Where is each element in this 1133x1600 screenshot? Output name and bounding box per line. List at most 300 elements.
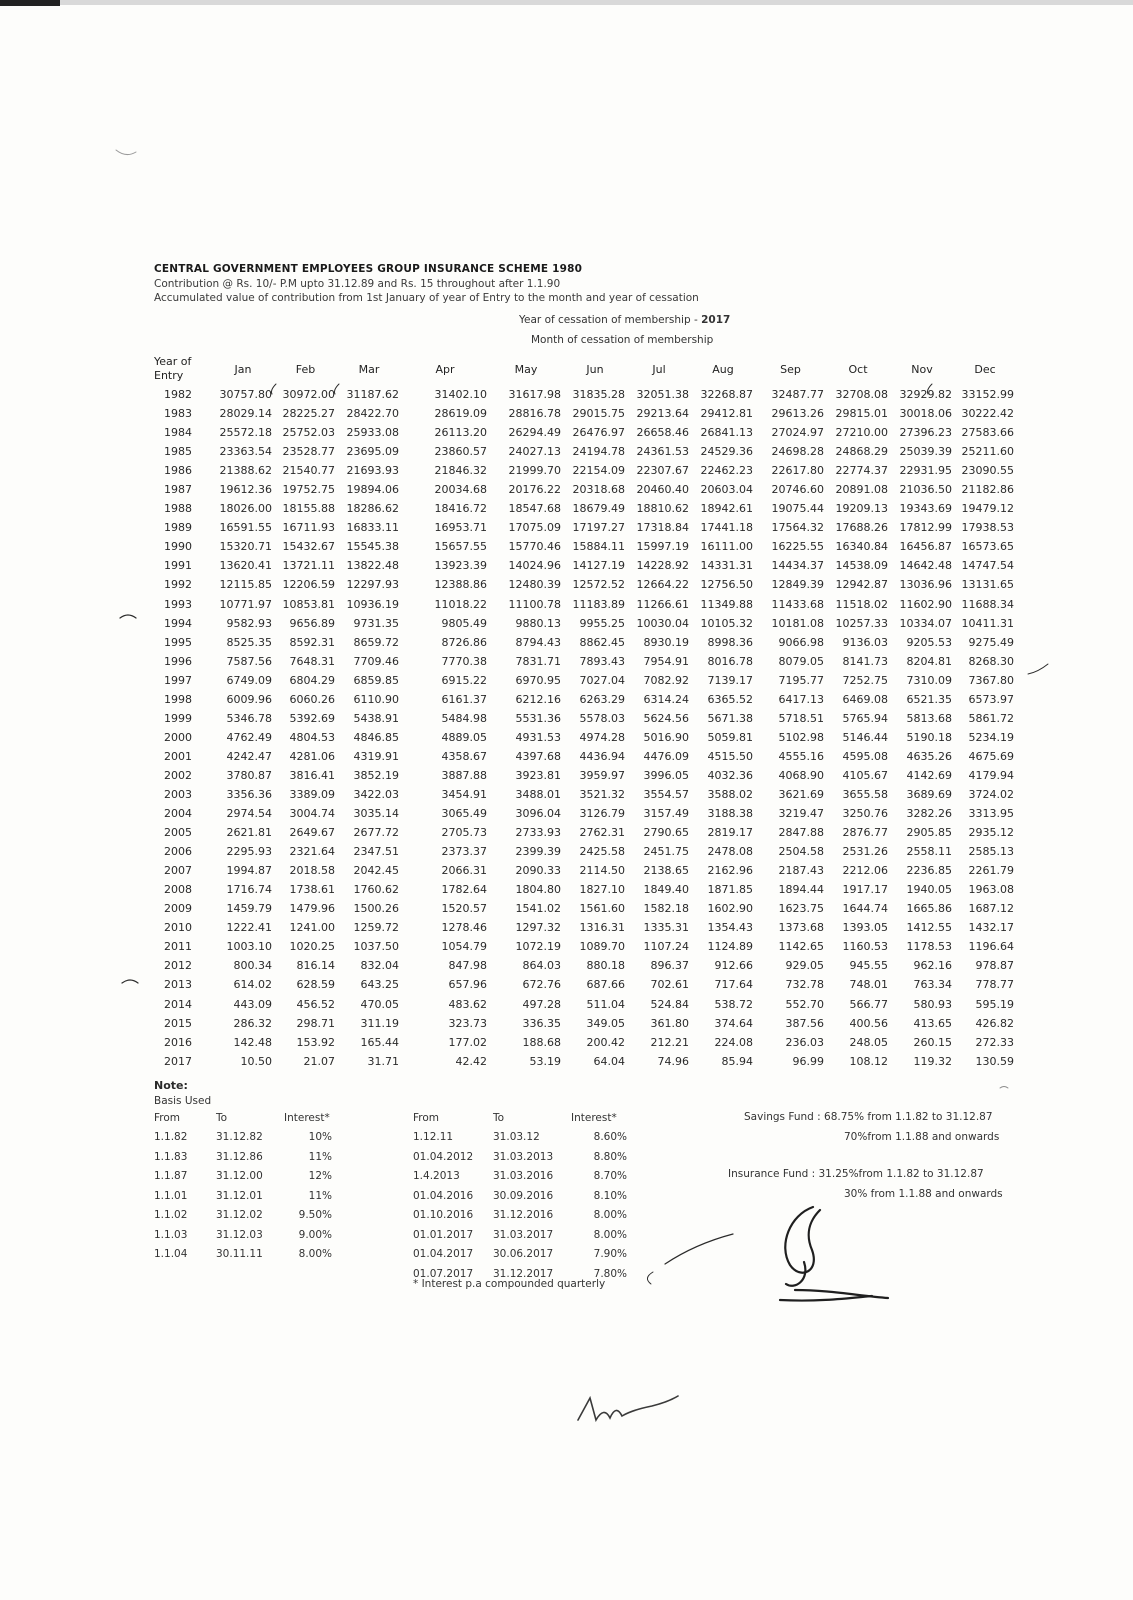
- value-cell: 12297.93: [346, 578, 399, 592]
- value-cell: 3959.97: [579, 768, 625, 782]
- value-cell: 1644.74: [842, 902, 888, 916]
- value-cell: 929.05: [785, 959, 824, 973]
- value-cell: 16340.84: [835, 540, 888, 554]
- document-title: CENTRAL GOVERNMENT EMPLOYEES GROUP INSURANCE SCHEME 1980: [154, 263, 583, 275]
- value-cell: 2261.79: [968, 864, 1014, 878]
- value-cell: 2425.58: [579, 845, 625, 859]
- value-cell: 7893.43: [579, 654, 625, 668]
- value-cell: 4068.90: [778, 768, 824, 782]
- entry-year-cell: 2011: [164, 940, 192, 954]
- value-cell: 6859.85: [353, 673, 399, 687]
- value-cell: 13923.39: [434, 559, 487, 573]
- value-cell: 24868.29: [835, 445, 888, 459]
- value-cell: 12206.59: [282, 578, 335, 592]
- value-cell: 497.28: [522, 997, 561, 1011]
- value-cell: 4142.69: [906, 768, 952, 782]
- value-cell: 1738.61: [289, 883, 335, 897]
- value-cell: 10936.19: [346, 597, 399, 611]
- value-cell: 1297.32: [515, 921, 561, 935]
- value-cell: 1354.43: [707, 921, 753, 935]
- value-cell: 1393.05: [842, 921, 888, 935]
- value-cell: 426.82: [975, 1016, 1014, 1030]
- value-cell: 11100.78: [508, 597, 561, 611]
- value-cell: 5861.72: [968, 711, 1014, 725]
- interest-rate-cell: 9.50%: [298, 1209, 332, 1222]
- interest-rate-cell: 8.70%: [593, 1170, 627, 1183]
- value-cell: 1623.75: [778, 902, 824, 916]
- value-cell: 28619.09: [434, 407, 487, 421]
- scan-speck: [116, 150, 136, 155]
- value-cell: 1160.53: [842, 940, 888, 954]
- value-cell: 7367.80: [968, 673, 1014, 687]
- entry-year-cell: 2012: [164, 959, 192, 973]
- value-cell: 6060.26: [289, 692, 335, 706]
- value-cell: 6970.95: [515, 673, 561, 687]
- value-cell: 224.08: [714, 1035, 753, 1049]
- value-cell: 2295.93: [226, 845, 272, 859]
- value-cell: 2905.85: [906, 826, 952, 840]
- to-date-cell: 31.12.01: [216, 1189, 263, 1202]
- to-date-cell: 31.12.2016: [493, 1209, 554, 1222]
- value-cell: 1124.89: [707, 940, 753, 954]
- value-cell: 4974.28: [579, 730, 625, 744]
- value-cell: 5146.44: [842, 730, 888, 744]
- value-cell: 1541.02: [515, 902, 561, 916]
- value-cell: 11688.34: [961, 597, 1014, 611]
- value-cell: 2974.54: [226, 807, 272, 821]
- value-cell: 260.15: [913, 1035, 952, 1049]
- value-cell: 10105.32: [700, 616, 753, 630]
- from-date-cell: 1.4.2013: [413, 1170, 460, 1183]
- value-cell: 25039.39: [899, 445, 952, 459]
- value-cell: 1849.40: [643, 883, 689, 897]
- value-cell: 11518.02: [835, 597, 888, 611]
- value-cell: 18810.62: [636, 502, 689, 516]
- value-cell: 30972.00: [282, 388, 335, 402]
- value-cell: 2649.67: [289, 826, 335, 840]
- value-cell: 2138.65: [643, 864, 689, 878]
- value-cell: 20891.08: [835, 483, 888, 497]
- value-cell: 53.19: [529, 1054, 561, 1068]
- insurance-fund-line1: Insurance Fund : 31.25%from 1.1.82 to 31.12.87: [728, 1168, 984, 1180]
- interest-rate-cell: 8.00%: [593, 1228, 627, 1241]
- value-cell: 16953.71: [434, 521, 487, 535]
- value-cell: 5624.56: [643, 711, 689, 725]
- to-header: To: [216, 1111, 228, 1124]
- value-cell: 26294.49: [508, 426, 561, 440]
- value-cell: 10257.33: [835, 616, 888, 630]
- value-cell: 4179.94: [968, 768, 1014, 782]
- value-cell: 361.80: [650, 1016, 689, 1030]
- contribution-line: Contribution @ Rs. 10/- P.M upto 31.12.89 and Rs. 15 throughout after 1.1.90: [154, 278, 561, 290]
- value-cell: 2114.50: [579, 864, 625, 878]
- value-cell: 1003.10: [226, 940, 272, 954]
- value-cell: 9136.03: [842, 635, 888, 649]
- value-cell: 26476.97: [572, 426, 625, 440]
- value-cell: 6469.08: [842, 692, 888, 706]
- value-cell: 18547.68: [508, 502, 561, 516]
- value-cell: 5190.18: [906, 730, 952, 744]
- value-cell: 5234.19: [968, 730, 1014, 744]
- value-cell: 12849.39: [771, 578, 824, 592]
- value-cell: 6314.24: [643, 692, 689, 706]
- value-cell: 614.02: [233, 978, 272, 992]
- entry-year-cell: 1998: [164, 692, 192, 706]
- value-cell: 5813.68: [906, 711, 952, 725]
- value-cell: 1037.50: [353, 940, 399, 954]
- value-cell: 6804.29: [289, 673, 335, 687]
- value-cell: 8794.43: [515, 635, 561, 649]
- value-cell: 11183.89: [572, 597, 625, 611]
- entry-year-cell: 2017: [164, 1054, 192, 1068]
- value-cell: 23528.77: [282, 445, 335, 459]
- value-cell: 5059.81: [707, 730, 753, 744]
- value-cell: 31187.62: [346, 388, 399, 402]
- value-cell: 1278.46: [441, 921, 487, 935]
- value-cell: 13131.65: [961, 578, 1014, 592]
- value-cell: 8659.72: [353, 635, 399, 649]
- value-cell: 4242.47: [226, 749, 272, 763]
- interest-rate-cell: 8.60%: [593, 1131, 627, 1144]
- value-cell: 2187.43: [778, 864, 824, 878]
- value-cell: 4804.53: [289, 730, 335, 744]
- from-date-cell: 1.1.04: [154, 1248, 188, 1261]
- from-date-cell: 01.01.2017: [413, 1228, 474, 1241]
- value-cell: 6521.35: [906, 692, 952, 706]
- value-cell: 1687.12: [968, 902, 1014, 916]
- month-header: May: [514, 362, 538, 376]
- savings-fund-line2: 70%from 1.1.88 and onwards: [844, 1131, 1000, 1143]
- entry-year-cell: 2002: [164, 768, 192, 782]
- value-cell: 30018.06: [899, 407, 952, 421]
- value-cell: 387.56: [785, 1016, 824, 1030]
- value-cell: 17318.84: [636, 521, 689, 535]
- value-cell: 6915.22: [441, 673, 487, 687]
- to-date-cell: 31.12.82: [216, 1131, 263, 1144]
- value-cell: 657.96: [448, 978, 487, 992]
- interest-rate-cell: 8.80%: [593, 1150, 627, 1163]
- value-cell: 14228.92: [636, 559, 689, 573]
- value-cell: 3250.76: [842, 807, 888, 821]
- value-cell: 248.05: [849, 1035, 888, 1049]
- entry-year-cell: 1989: [164, 521, 192, 535]
- value-cell: 16573.65: [961, 540, 1014, 554]
- value-cell: 20034.68: [434, 483, 487, 497]
- entry-year-cell: 1988: [164, 502, 192, 516]
- value-cell: 9880.13: [515, 616, 561, 630]
- value-cell: 24529.36: [700, 445, 753, 459]
- value-cell: 16711.93: [282, 521, 335, 535]
- value-cell: 32051.38: [636, 388, 689, 402]
- value-cell: 1373.68: [778, 921, 824, 935]
- value-cell: 8862.45: [579, 635, 625, 649]
- value-cell: 8016.78: [707, 654, 753, 668]
- value-cell: 6161.37: [441, 692, 487, 706]
- value-cell: 24361.53: [636, 445, 689, 459]
- value-cell: 9205.53: [906, 635, 952, 649]
- to-date-cell: 31.03.2016: [493, 1170, 554, 1183]
- value-cell: 470.05: [360, 997, 399, 1011]
- value-cell: 511.04: [586, 997, 625, 1011]
- value-cell: 42.42: [455, 1054, 487, 1068]
- value-cell: 14538.09: [835, 559, 888, 573]
- value-cell: 10411.31: [961, 616, 1014, 630]
- value-cell: 108.12: [849, 1054, 888, 1068]
- value-cell: 20318.68: [572, 483, 625, 497]
- from-date-cell: 1.1.01: [154, 1189, 188, 1202]
- value-cell: 413.65: [913, 1016, 952, 1030]
- value-cell: 188.68: [522, 1035, 561, 1049]
- value-cell: 2236.85: [906, 864, 952, 878]
- entry-year-cell: 1990: [164, 540, 192, 554]
- value-cell: 1602.90: [707, 902, 753, 916]
- value-cell: 7082.92: [643, 673, 689, 687]
- entry-year-cell: 2009: [164, 902, 192, 916]
- value-cell: 580.93: [913, 997, 952, 1011]
- entry-year-cell: 2016: [164, 1035, 192, 1049]
- value-cell: 800.34: [233, 959, 272, 973]
- value-cell: 2819.17: [707, 826, 753, 840]
- value-cell: 732.78: [785, 978, 824, 992]
- from-date-cell: 01.10.2016: [413, 1209, 474, 1222]
- value-cell: 9955.25: [579, 616, 625, 630]
- value-cell: 17075.09: [508, 521, 561, 535]
- value-cell: 1827.10: [579, 883, 625, 897]
- value-cell: 26113.20: [434, 426, 487, 440]
- value-cell: 2090.33: [515, 864, 561, 878]
- value-cell: 21388.62: [219, 464, 272, 478]
- month-header: Apr: [435, 362, 455, 376]
- value-cell: 20176.22: [508, 483, 561, 497]
- to-date-cell: 31.12.86: [216, 1150, 263, 1163]
- value-cell: 11349.88: [700, 597, 753, 611]
- value-cell: 6417.13: [778, 692, 824, 706]
- value-cell: 28225.27: [282, 407, 335, 421]
- entry-year-cell: 2015: [164, 1016, 192, 1030]
- value-cell: 17688.26: [835, 521, 888, 535]
- month-header: Feb: [295, 362, 316, 376]
- value-cell: 7252.75: [842, 673, 888, 687]
- value-cell: 10771.97: [219, 597, 272, 611]
- check-mark: [335, 384, 340, 394]
- value-cell: 3780.87: [226, 768, 272, 782]
- from-date-cell: 01.04.2016: [413, 1189, 474, 1202]
- margin-tick: [120, 615, 136, 618]
- value-cell: 8525.35: [226, 635, 272, 649]
- value-cell: 25211.60: [961, 445, 1014, 459]
- from-date-cell: 01.07.2017: [413, 1267, 474, 1280]
- value-cell: 7648.31: [289, 654, 335, 668]
- value-cell: 2935.12: [968, 826, 1014, 840]
- value-cell: 17197.27: [572, 521, 625, 535]
- value-cell: 4675.69: [968, 749, 1014, 763]
- value-cell: 177.02: [448, 1035, 487, 1049]
- value-cell: 2321.64: [289, 845, 335, 859]
- interest-rate-cell: 12%: [308, 1170, 332, 1183]
- entry-year-cell: 1986: [164, 464, 192, 478]
- value-cell: 4319.91: [353, 749, 399, 763]
- margin-tick: [122, 980, 138, 983]
- value-cell: 28816.78: [508, 407, 561, 421]
- value-cell: 30757.80: [219, 388, 272, 402]
- entry-year-cell: 1995: [164, 635, 192, 649]
- value-cell: 2451.75: [643, 845, 689, 859]
- value-cell: 21540.77: [282, 464, 335, 478]
- value-cell: 2790.65: [643, 826, 689, 840]
- value-cell: 2042.45: [353, 864, 399, 878]
- value-cell: 1432.17: [968, 921, 1014, 935]
- value-cell: 1994.87: [226, 864, 272, 878]
- to-date-cell: 31.12.02: [216, 1209, 263, 1222]
- value-cell: 3887.88: [441, 768, 487, 782]
- value-cell: 524.84: [650, 997, 689, 1011]
- value-cell: 7954.91: [643, 654, 689, 668]
- value-cell: 19343.69: [899, 502, 952, 516]
- interest-rate-cell: 9.00%: [298, 1228, 332, 1241]
- value-cell: 20746.60: [771, 483, 824, 497]
- value-cell: 3126.79: [579, 807, 625, 821]
- value-cell: 7709.46: [353, 654, 399, 668]
- value-cell: 20603.04: [700, 483, 753, 497]
- accumulated-line: Accumulated value of contribution from 1st January of year of Entry to the month and year of cessation: [154, 292, 699, 304]
- value-cell: 1020.25: [289, 940, 335, 954]
- value-cell: 3996.05: [643, 768, 689, 782]
- value-cell: 816.14: [296, 959, 335, 973]
- from-date-cell: 01.04.2017: [413, 1248, 474, 1261]
- value-cell: 7027.04: [579, 673, 625, 687]
- value-cell: 3588.02: [707, 788, 753, 801]
- value-cell: 2847.88: [778, 826, 824, 840]
- value-cell: 1665.86: [906, 902, 952, 916]
- month-header: Jun: [586, 362, 604, 376]
- value-cell: 2677.72: [353, 826, 399, 840]
- value-cell: 2762.31: [579, 826, 625, 840]
- value-cell: 16225.55: [771, 540, 824, 554]
- value-cell: 1917.17: [842, 883, 888, 897]
- value-cell: 748.01: [849, 978, 888, 992]
- entry-year-cell: 2003: [164, 788, 192, 801]
- value-cell: 32929.82: [899, 388, 952, 402]
- to-date-cell: 30.09.2016: [493, 1189, 554, 1202]
- value-cell: 311.19: [360, 1016, 399, 1030]
- value-cell: 8930.19: [643, 635, 689, 649]
- value-cell: 25572.18: [219, 426, 272, 440]
- value-cell: 15884.11: [572, 540, 625, 554]
- interest-header: Interest*: [571, 1111, 617, 1124]
- value-cell: 4515.50: [707, 749, 753, 763]
- value-cell: 5438.91: [353, 711, 399, 725]
- value-cell: 3065.49: [441, 807, 487, 821]
- value-cell: 16111.00: [700, 540, 753, 554]
- value-cell: 4889.05: [441, 730, 487, 744]
- from-header: From: [154, 1111, 181, 1124]
- entry-year-cell: 2001: [164, 749, 192, 763]
- value-cell: 25933.08: [346, 426, 399, 440]
- value-cell: 2733.93: [515, 826, 561, 840]
- value-cell: 349.05: [586, 1016, 625, 1030]
- value-cell: 702.61: [650, 978, 689, 992]
- entry-year-cell: 2005: [164, 826, 192, 840]
- to-date-cell: 30.06.2017: [493, 1248, 554, 1261]
- value-cell: 1196.64: [968, 940, 1014, 954]
- value-cell: 3454.91: [441, 788, 487, 801]
- value-cell: 13620.41: [219, 559, 272, 573]
- value-cell: 22617.80: [771, 464, 824, 478]
- entry-year-cell: 2008: [164, 883, 192, 897]
- entry-year-cell: 2004: [164, 807, 192, 821]
- value-cell: 4635.26: [906, 749, 952, 763]
- value-cell: 1072.19: [515, 940, 561, 954]
- value-cell: 31402.10: [434, 388, 487, 402]
- value-cell: 5346.78: [226, 711, 272, 725]
- value-cell: 4281.06: [289, 749, 335, 763]
- value-cell: 4476.09: [643, 749, 689, 763]
- to-header: To: [493, 1111, 505, 1124]
- value-cell: 1804.80: [515, 883, 561, 897]
- value-cell: 323.73: [448, 1016, 487, 1030]
- value-cell: 130.59: [975, 1054, 1014, 1068]
- value-cell: 2876.77: [842, 826, 888, 840]
- value-cell: 2504.58: [778, 845, 824, 859]
- value-cell: 18286.62: [346, 502, 399, 516]
- value-cell: 1520.57: [441, 902, 487, 916]
- value-cell: 1412.55: [906, 921, 952, 935]
- entry-year-cell: 1999: [164, 711, 192, 725]
- interest-rate-cell: 11%: [308, 1150, 332, 1163]
- cessation-label: Year of cessation of membership -: [519, 314, 702, 326]
- value-cell: 20460.40: [636, 483, 689, 497]
- value-cell: 23860.57: [434, 445, 487, 459]
- value-cell: 12756.50: [700, 578, 753, 592]
- value-cell: 10853.81: [282, 597, 335, 611]
- value-cell: 25752.03: [282, 426, 335, 440]
- value-cell: 12942.87: [835, 578, 888, 592]
- entry-year-cell: 2006: [164, 845, 192, 859]
- scan-speck: [1000, 1087, 1008, 1089]
- value-cell: 27583.66: [961, 426, 1014, 440]
- interest-rate-cell: 8.10%: [593, 1189, 627, 1202]
- value-cell: 9275.49: [968, 635, 1014, 649]
- year-of-entry-header: Year of Entry: [154, 355, 192, 382]
- value-cell: 8141.73: [842, 654, 888, 668]
- value-cell: 595.19: [975, 997, 1014, 1011]
- value-cell: 2705.73: [441, 826, 487, 840]
- month-header: Oct: [848, 362, 868, 376]
- value-cell: 30222.42: [961, 407, 1014, 421]
- month-header: Jan: [234, 362, 252, 376]
- value-cell: 8204.81: [906, 654, 952, 668]
- value-cell: 9066.98: [778, 635, 824, 649]
- entry-year-cell: 1984: [164, 426, 192, 440]
- value-cell: 27024.97: [771, 426, 824, 440]
- value-cell: 5392.69: [289, 711, 335, 725]
- value-cell: 3852.19: [353, 768, 399, 782]
- value-cell: 2212.06: [842, 864, 888, 878]
- month-header: Dec: [974, 362, 996, 376]
- note-title: Note:: [154, 1079, 188, 1092]
- value-cell: 12480.39: [508, 578, 561, 592]
- from-date-cell: 01.04.2012: [413, 1150, 474, 1163]
- value-cell: 1716.74: [226, 883, 272, 897]
- value-cell: 1107.24: [643, 940, 689, 954]
- value-cell: 24194.78: [572, 445, 625, 459]
- value-cell: 14747.54: [961, 559, 1014, 573]
- value-cell: 21999.70: [508, 464, 561, 478]
- value-cell: 8592.31: [289, 635, 335, 649]
- check-mark: [928, 384, 933, 394]
- entry-year-cell: 2013: [164, 978, 192, 992]
- value-cell: 3004.74: [289, 807, 335, 821]
